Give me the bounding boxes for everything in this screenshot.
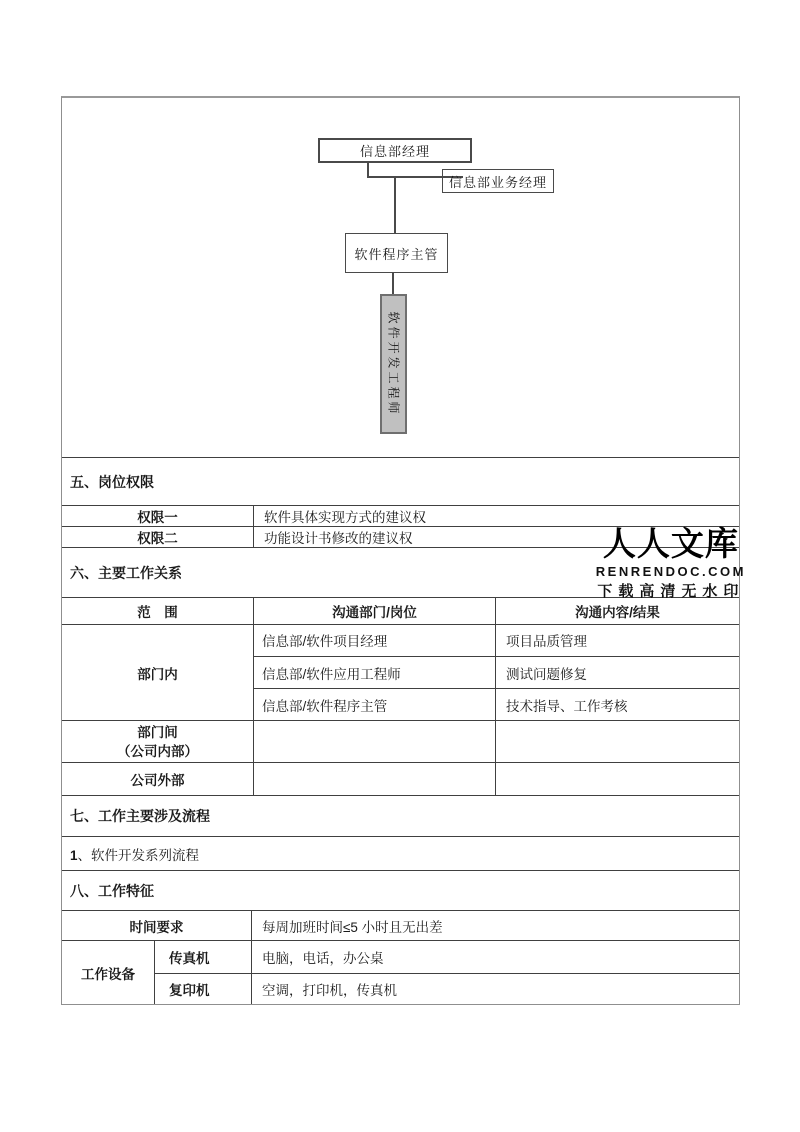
- org-box-business-manager: [442, 169, 554, 193]
- authority-2-label: 权限二: [62, 527, 254, 547]
- equipment-row-1-label: 传真机: [155, 941, 252, 973]
- authority-1-label: 权限一: [62, 506, 254, 526]
- relations-dept: 信息部/软件项目经理: [254, 625, 496, 656]
- section-eight-title-row: [62, 871, 739, 911]
- org-box-manager: [318, 138, 472, 163]
- relations-content: 技术指导、工作考核: [506, 698, 628, 714]
- relations-interdept-scope: [62, 721, 254, 762]
- relations-internal-group: [62, 625, 739, 721]
- org-box-supervisor-label: 软件程序主管: [354, 246, 439, 262]
- org-connector-line: [394, 177, 396, 233]
- section-seven-title: 七、工作主要涉及流程: [70, 808, 210, 824]
- equipment-row-1: [155, 941, 739, 974]
- org-box-manager-label: 信息部经理: [359, 144, 430, 159]
- equipment-row-2-label: 复印机: [155, 974, 252, 1004]
- equipment-row-2-value: 空调，打印机，传真机: [262, 983, 397, 998]
- relations-interdept-row: [62, 721, 739, 763]
- relations-dept: [254, 721, 496, 762]
- authority-1-value: 软件具体实现方式的建议权: [264, 510, 426, 525]
- org-box-business-manager-label: 信息部业务经理: [448, 174, 547, 190]
- equipment-label: 工作设备: [62, 941, 155, 1004]
- watermark-tagline: 下载高清无水印: [597, 582, 745, 600]
- watermark-domain: RENRENDOC.COM: [595, 563, 746, 579]
- relations-header-row: [62, 598, 739, 625]
- section-eight-title: 八、工作特征: [70, 882, 154, 899]
- watermark: [595, 524, 746, 601]
- process-item-row: [62, 837, 739, 871]
- org-box-engineer-label: 软件开发工程师: [386, 311, 400, 417]
- relations-dept: 信息部/软件程序主管: [254, 689, 496, 720]
- relations-interdept-scope-line2: （公司内部）: [117, 743, 198, 759]
- section-five-title-row: [62, 458, 739, 506]
- relations-interdept-scope-line1: 部门间: [137, 724, 178, 740]
- relations-header-dept: 沟通部门/岗位: [254, 598, 496, 624]
- relations-internal-row-3: [254, 689, 739, 720]
- time-requirement-value: 每周加班时间≤5 小时且无出差: [262, 919, 443, 935]
- org-box-engineer: [380, 294, 407, 434]
- relations-internal-row-1: [254, 625, 739, 657]
- time-requirement-row: [62, 911, 739, 941]
- process-item: [62, 844, 199, 864]
- equipment-row-2: [155, 974, 739, 1004]
- org-connector-line: [392, 273, 394, 294]
- org-chart-section: [62, 98, 739, 458]
- process-item-number: 1: [70, 847, 78, 863]
- relations-dept: 信息部/软件应用工程师: [254, 657, 496, 689]
- relations-content: [496, 763, 739, 795]
- relations-header-content: 沟通内容/结果: [575, 605, 660, 620]
- time-requirement-label: 时间要求: [62, 911, 252, 940]
- watermark-title: 人人文库: [602, 524, 739, 563]
- org-box-supervisor: [345, 233, 448, 273]
- relations-external-row: [62, 763, 739, 796]
- relations-dept: [254, 763, 496, 795]
- relations-external-scope: 公司外部: [62, 763, 254, 795]
- process-item-text: 、软件开发系列流程: [77, 847, 200, 863]
- relations-content: 项目品质管理: [506, 634, 587, 650]
- authority-2-value: 功能设计书修改的建议权: [264, 531, 413, 546]
- section-six-title: 六、主要工作关系: [70, 564, 182, 581]
- equipment-group: [62, 941, 739, 1004]
- relations-content: 测试问题修复: [506, 666, 587, 682]
- relations-header-scope: 范 围: [62, 598, 254, 624]
- relations-internal-scope: 部门内: [62, 625, 254, 720]
- relations-content: [496, 721, 739, 762]
- equipment-row-1-value: 电脑，电话，办公桌: [262, 951, 384, 966]
- section-five-title: 五、岗位权限: [70, 473, 154, 490]
- section-seven-title-row: [62, 796, 739, 837]
- relations-internal-row-2: [254, 657, 739, 690]
